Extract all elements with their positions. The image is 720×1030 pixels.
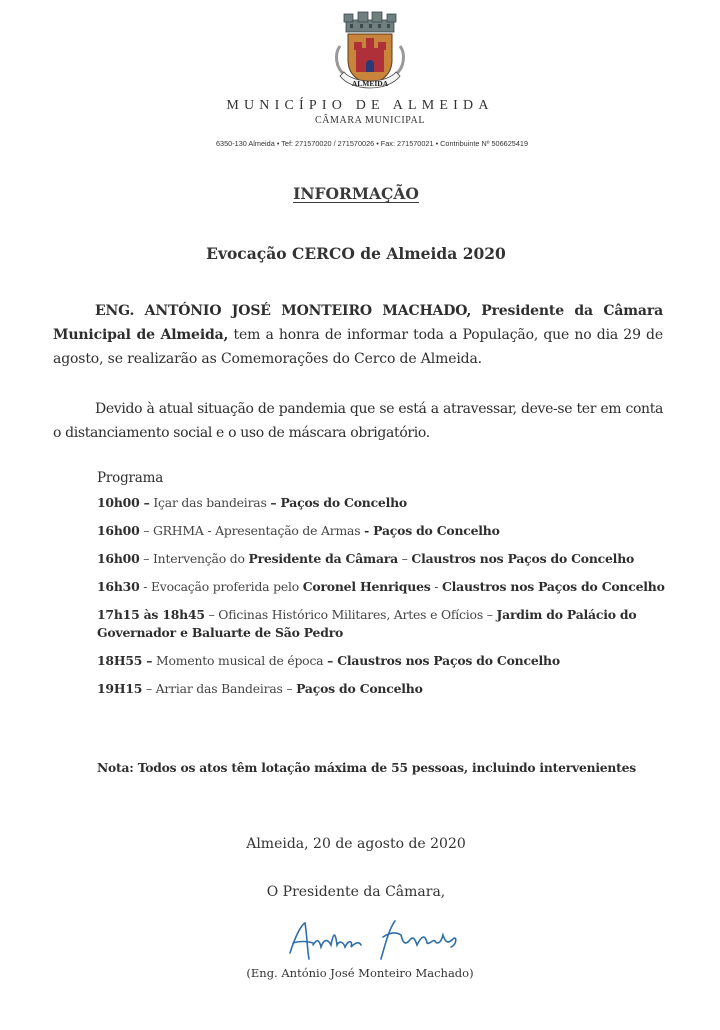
program-location: Jardim do Palácio do Governador e Baluarte de São Pedro — [97, 607, 637, 640]
municipality-subtitle: CÂMARA MUNICIPAL — [314, 115, 426, 126]
program-time: 19H15 — [97, 681, 143, 696]
program-guest: Presidente da Câmara — [248, 551, 398, 566]
signer-name: (Eng. António José Monteiro Machado) — [246, 966, 474, 980]
program-item — [97, 522, 667, 540]
intro-text: tem a honra de informar toda a População, que no dia 29 de agosto, se realizarão as Comemorações do Cerco de Almeida. — [53, 327, 663, 367]
municipality-title: MUNICÍPIO DE ALMEIDA — [226, 98, 494, 113]
program-time: 17h15 às 18h45 — [97, 607, 205, 622]
president-role: Presidente da Câmara Municipal de Almeida, — [53, 303, 663, 343]
municipal-crest-icon — [330, 10, 410, 95]
program-separator: - — [430, 579, 442, 594]
document-heading: INFORMAÇÃO — [293, 184, 419, 203]
program-location: - Paços do Concelho — [364, 523, 500, 538]
crest-banner-text: ALMEIDA — [351, 79, 389, 88]
program-activity: – Intervenção do — [139, 551, 249, 566]
program-item — [97, 606, 667, 642]
program-activity: Momento musical de época — [152, 653, 328, 668]
program-item — [97, 550, 667, 568]
contact-line: 6350-130 Almeida • Tef: 271570020 / 271570026 • Fax: 271570021 • Contribuinte Nº 506625419 — [215, 139, 529, 148]
program-item — [97, 494, 667, 512]
capacity-note: Nota: Todos os atos têm lotação máxima de 55 pessoas, incluindo intervenientes — [97, 760, 637, 775]
president-name: ENG. ANTÓNIO JOSÉ MONTEIRO MACHADO, — [95, 303, 472, 319]
program-time: 16h30 — [97, 579, 140, 594]
program-guest: Coronel Henriques — [302, 579, 431, 594]
program-location: Claustros nos Paços do Concelho — [442, 579, 665, 594]
intro-paragraph — [53, 299, 663, 371]
program-item — [97, 652, 667, 670]
program-activity: – Arriar das Bandeiras – — [142, 681, 297, 696]
program-location: – Claustros nos Paços do Concelho — [327, 653, 560, 668]
program-time: 18H55 – — [97, 653, 153, 668]
program-heading: Programa — [97, 470, 164, 486]
program-activity: Içar das bandeiras — [149, 495, 271, 510]
document-subject: Evocação CERCO de Almeida 2020 — [206, 244, 506, 263]
program-activity: - Evocação proferida pelo — [139, 579, 303, 594]
program-time: 10h00 – — [97, 495, 150, 510]
program-section — [97, 470, 667, 708]
closing-line: O Presidente da Câmara, — [266, 884, 446, 900]
program-activity: – GRHMA - Apresentação de Armas — [139, 523, 365, 538]
program-item — [97, 680, 667, 698]
pandemic-paragraph — [53, 397, 663, 445]
program-separator: – — [397, 551, 412, 566]
program-location: Claustros nos Paços do Concelho — [411, 551, 635, 566]
program-location: Paços do Concelho — [296, 681, 423, 696]
program-item — [97, 578, 667, 596]
pandemic-text: Devido à atual situação de pandemia que se está a atravessar, deve-se ter em conta o distanciamento social e o uso de máscara obrigatório. — [53, 401, 663, 441]
program-time: 16h00 — [97, 551, 140, 566]
program-activity: – Oficinas Histórico Militares, Artes e Ofícios – — [204, 607, 497, 622]
place-date: Almeida, 20 de agosto de 2020 — [246, 836, 466, 852]
program-time: 16h00 — [97, 523, 140, 538]
signature-icon — [285, 915, 465, 965]
program-location: – Paços do Concelho — [270, 495, 407, 510]
